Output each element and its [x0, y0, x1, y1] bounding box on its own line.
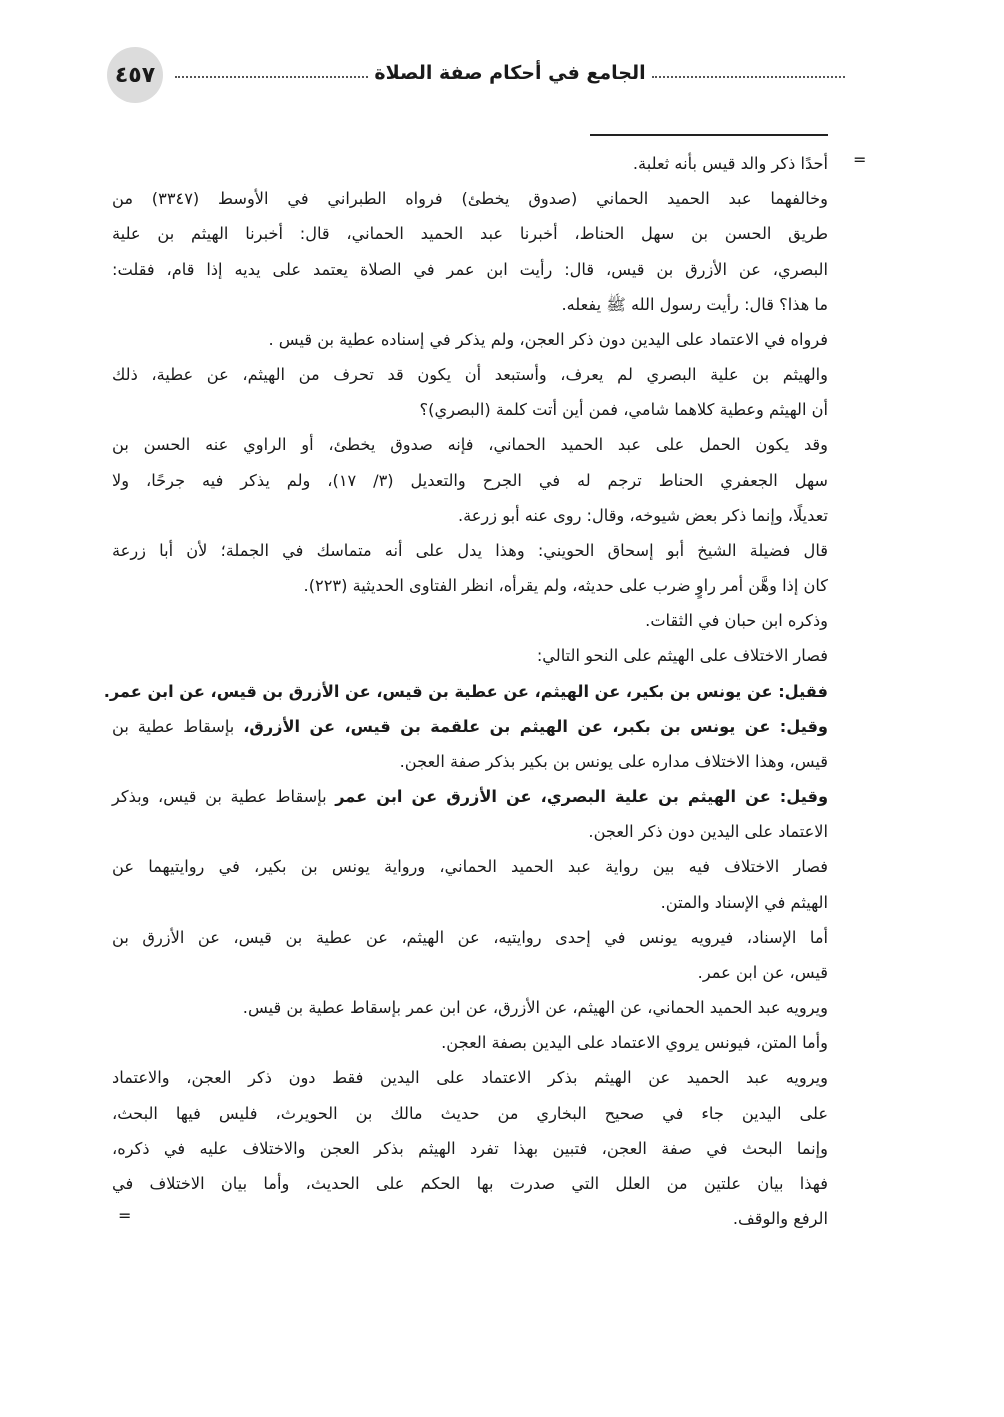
- text-line: [112, 427, 828, 462]
- text-segment: أحدًا ذكر والد قيس بأنه ثعلبة.: [632, 154, 828, 173]
- text-segment: كان إذا وهَّن أمر راوٍ ضرب على حديثه، ولم يقرأه، انظر الفتاوى الحديثية (٢٢٣).: [303, 576, 828, 596]
- text-line: [112, 322, 828, 357]
- text-line: [112, 1060, 828, 1095]
- bold-text-segment: وقيل: عن يونس بن بكبر، عن الهيثم بن علقمة بن قيس، عن الأزرق،: [243, 716, 828, 736]
- book-title: الجامع في أحكام صفة الصلاة: [374, 62, 646, 84]
- text-line: [112, 252, 828, 287]
- text-line: [112, 287, 828, 322]
- text-line: [112, 146, 828, 181]
- text-segment: فصار الاختلاف على الهيثم على النحو التالي:: [536, 646, 828, 666]
- text-segment: طريق الحسن بن سهل الحناط، أخبرنا عبد الحميد الحماني، قال: أخبرنا الهيثم بن علية: [112, 224, 828, 244]
- text-line: [112, 1201, 828, 1236]
- text-line: [112, 568, 828, 603]
- text-line: [112, 955, 828, 990]
- text-segment: وقد يكون الحمل على عبد الحميد الحماني، فإنه صدوق يخطئ، أو الراوي عنه الحسن بن: [112, 435, 828, 455]
- text-line: [112, 779, 828, 814]
- text-segment: على اليدين جاء في صحيح البخاري من حديث مالك بن الحويرث، فليس فيها البحث،: [112, 1103, 828, 1123]
- text-line: [112, 357, 828, 392]
- continuation-mark-start: =: [853, 150, 867, 169]
- text-segment: أن الهيثم وعطية كلاهما شامي، فمن أين أتت كلمة (البصري)؟: [419, 400, 828, 420]
- text-segment: ما هذا؟ قال: رأيت رسول الله ﷺ يفعله.: [561, 294, 828, 314]
- text-line: [112, 392, 828, 427]
- text-segment: الرفع والوقف.: [732, 1209, 828, 1229]
- footnote-separator: [590, 134, 828, 136]
- text-line: [112, 814, 828, 849]
- text-segment: قيس، وهذا الاختلاف مداره على يونس بن بكير بذكر صفة العجن.: [399, 751, 828, 771]
- header-dots-right: [652, 76, 845, 78]
- running-header: [175, 58, 845, 88]
- text-line: [112, 990, 828, 1025]
- text-segment: تعديلًا، وإنما ذكر بعض شيوخه، وقال: روى عنه أبو زرعة.: [457, 505, 828, 525]
- text-segment: وذكره ابن حبان في الثقات.: [645, 611, 828, 631]
- text-line: [112, 603, 828, 638]
- text-line: [112, 744, 828, 779]
- text-line: [112, 1096, 828, 1131]
- text-line: [112, 1025, 828, 1060]
- bold-text-segment: فقيل: عن يونس بن بكير، عن الهيثم، عن عطية بن قيس، عن الأزرق بن قيس، عن ابن عمر.: [103, 681, 828, 701]
- header-dots-left: [175, 76, 368, 78]
- text-segment: الهيثم في الإسناد والمتن.: [660, 892, 828, 912]
- bold-text-segment: وقيل: عن الهيثم بن علية البصري، عن الأزرق عن ابن عمر: [335, 787, 829, 807]
- text-line: [112, 181, 828, 216]
- text-line: [112, 533, 828, 568]
- text-segment: ويرويه عبد الحميد الحماني، عن الهيثم، عن الأزرق، عن ابن عمر بإسقاط عطية بن قيس.: [242, 998, 828, 1018]
- text-line: [112, 1131, 828, 1166]
- text-segment: سهل الجعفري الحناط ترجم له في الجرح والتعديل (٣/ ١٧)، ولم يذكر فيه جرحًا، ولا: [112, 470, 828, 490]
- text-segment: البصري، عن الأزرق بن قيس، قال: رأيت ابن عمر في الصلاة يعتمد على يديه إذا قام، فقلت:: [112, 259, 828, 279]
- text-segment: فصار الاختلاف فيه بين رواية عبد الحميد الحماني، ورواية يونس بن بكير، في روايتيهما عن: [112, 857, 828, 877]
- text-line: [112, 216, 828, 251]
- text-segment: الاعتماد على اليدين دون ذكر العجن.: [588, 822, 828, 842]
- page-number: ٤٥٧: [107, 47, 163, 103]
- text-line: [112, 920, 828, 955]
- text-line: [112, 885, 828, 920]
- text-line: [112, 1166, 828, 1201]
- continuation-mark-end: =: [118, 1206, 132, 1225]
- text-line: [112, 849, 828, 884]
- text-segment: قال فضيلة الشيخ أبو إسحاق الحويني: وهذا يدل على أنه متماسك في الجملة؛ لأن أبا زرعة: [112, 540, 828, 560]
- text-segment: قيس، عن ابن عمر.: [697, 962, 828, 982]
- text-segment: وخالفهما عبد الحميد الحماني (صدوق يخطئ) فرواه الطبراني في الأوسط (٣٣٤٧) من: [112, 189, 828, 209]
- text-segment: وإنما البحث في صفة العجن، فتبين بهذا تفرد الهيثم بذكر العجن والاختلاف عليه في ذكره،: [112, 1138, 828, 1158]
- text-line: [112, 498, 828, 533]
- text-segment: أما الإسناد، فيرويه يونس في إحدى روايتيه، عن الهيثم، عن عطية بن قيس، عن الأزرق بن: [112, 927, 828, 947]
- text-segment: والهيثم بن علية البصري لم يعرف، وأستبعد أن يكون قد تحرف من الهيثم، عن عطية، ذلك: [112, 365, 828, 385]
- text-segment: وأما المتن، فيونس يروي الاعتماد على اليدين بصفة العجن.: [441, 1033, 828, 1053]
- text-line: [112, 463, 828, 498]
- text-line: [112, 709, 828, 744]
- text-segment: فرواه في الاعتماد على اليدين دون ذكر العجن، ولم يذكر في إسناده عطية بن قيس .: [268, 329, 828, 349]
- text-line: [103, 674, 828, 709]
- text-line: [112, 638, 828, 673]
- text-segment: بإسقاط عطية بن قيس، وبذكر: [112, 787, 336, 807]
- text-segment: فهذا بيان علتين من العلل التي صدرت بها الحكم على الحديث، وأما بيان الاختلاف في: [112, 1173, 828, 1193]
- text-segment: بإسقاط عطية بن: [112, 716, 244, 736]
- text-segment: ويرويه عبد الحميد عن الهيثم بذكر الاعتماد على اليدين فقط دون ذكر العجن، والاعتماد: [112, 1068, 828, 1088]
